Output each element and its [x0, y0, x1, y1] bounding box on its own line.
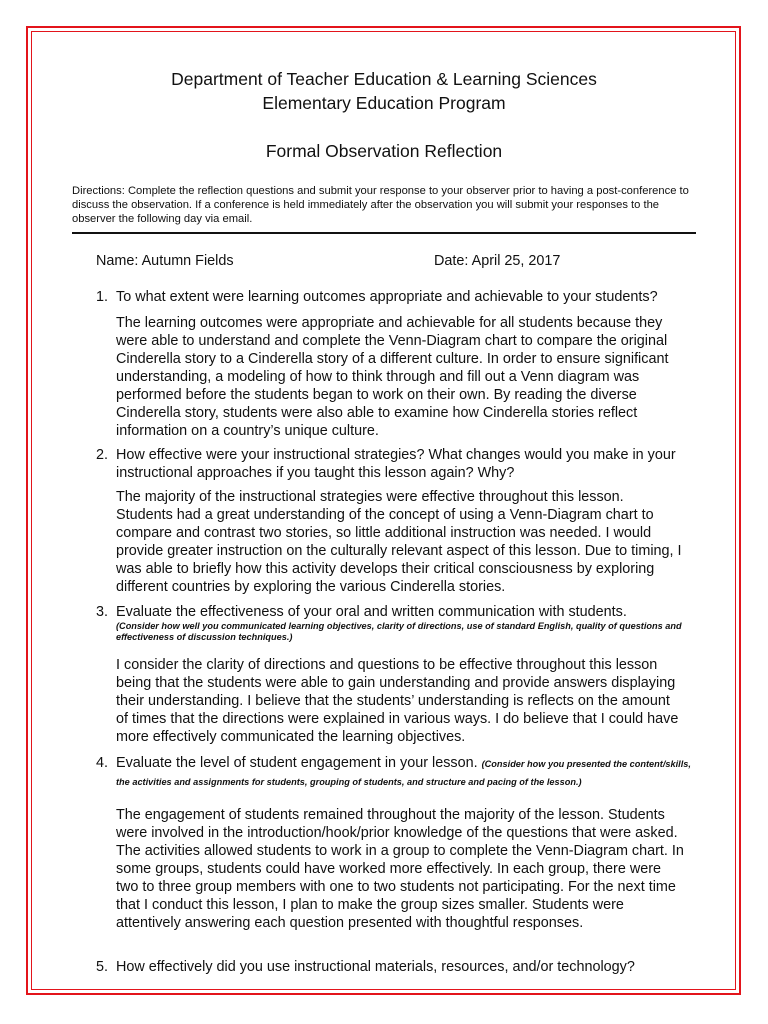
answer-4: The engagement of students remained throughout the majority of the lesson. Students were involved in the introduction/hook/prior knowledge of the questions that were asked. The activities allowed students to work in a group to complete the Venn-Diagram chart. In some groups, students could have worked more effectively. In each group, there were two to three group members with one to two students not participating. For the next time that I conduct this lesson, I plan to make the group sizes smaller. Students were attentively answering each question presented with thoughtful responses. — [116, 807, 684, 931]
program-heading: Elementary Education Program — [262, 93, 506, 113]
question-text: To what extent were learning outcomes appropriate and achievable to your students? — [116, 289, 658, 305]
question-hint: (Consider how well you communicated learning objectives, clarity of directions, use of standard English, quality of questions and effectiveness of discussion techniques.) — [116, 621, 682, 642]
name-field: Name: Autumn Fields — [96, 253, 234, 269]
department-heading: Department of Teacher Education & Learning Sciences — [171, 69, 597, 89]
question-1 — [96, 288, 700, 306]
question-number: 5. — [96, 959, 109, 975]
question-2 — [96, 446, 700, 482]
form-title: Formal Observation Reflection — [265, 141, 503, 161]
question-text: Evaluate the level of student engagement in your lesson. — [116, 755, 478, 771]
question-block — [116, 603, 700, 643]
question-text: Evaluate the effectiveness of your oral and written communication with students. — [116, 604, 627, 620]
question-text: How effectively did you use instructional materials, resources, and/or technology? — [116, 959, 635, 975]
question-3 — [96, 603, 700, 643]
question-4 — [96, 754, 700, 790]
question-hint: (Consider how you presented the content/skills, the activities and assignments for students, grouping of students, and structure and pacing of the lesson.) — [116, 759, 691, 787]
question-number: 2. — [96, 447, 109, 463]
question-number: 4. — [96, 755, 109, 771]
question-5 — [96, 958, 700, 976]
question-number: 3. — [96, 604, 109, 620]
header-divider — [72, 232, 696, 234]
question-number: 1. — [96, 289, 109, 305]
answer-2: The majority of the instructional strategies were effective throughout this lesson. Students had a great understanding of the concept of using a Venn-Diagram chart to compare and contrast two stories, so little additional instruction was needed. I would provide greater instruction on the culturally relevant aspect of this lesson. Due to timing, I was able to briefly how this activity develops their critical consciousness by exploring different countries by exploring the various Cinderella stories. — [116, 489, 682, 595]
answer-1: The learning outcomes were appropriate and achievable for all students because they were able to understand and complete the Venn-Diagram chart to compare the original Cinderella story to a Cinderella story of a different culture. In order to ensure significant understanding, a modeling of how to think through and fill out a Venn diagram was performed before the students began to work on their own. By reading the diverse Cinderella story, students were also able to examine how Cinderella stories reflect information on a country’s unique culture. — [116, 315, 669, 439]
directions-text: Directions: Complete the reflection questions and submit your response to your observer prior to having a post-conference to discuss the observation. If a conference is held immediately after the observation you will submit your responses to the observer the following day via email. — [72, 185, 689, 225]
question-block — [116, 754, 700, 790]
question-text: How effective were your instructional strategies? What changes would you make in your instructional approaches if you taught this lesson again? Why? — [116, 447, 676, 481]
answer-3: I consider the clarity of directions and questions to be effective throughout this lesson being that the students were able to gain understanding and provide answers displaying their understanding. I believe that the students’ understanding is reflects on the amount of times that the directions were explained in various ways. I do believe that I could have more effectively communicated the learning objectives. — [116, 657, 679, 745]
date-field: Date: April 25, 2017 — [434, 253, 561, 269]
